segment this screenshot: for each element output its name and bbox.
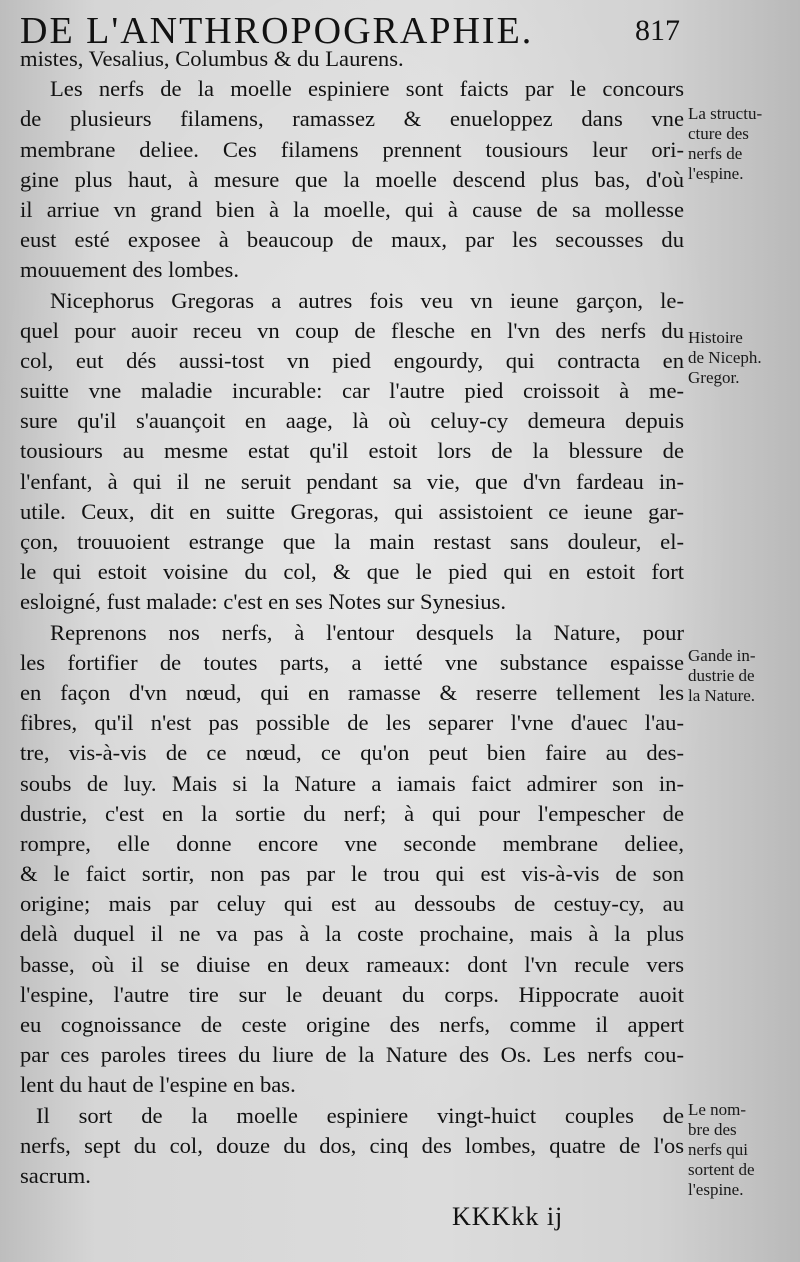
text-line: dustrie, c'est en la sortie du nerf; à qui pour l'empescher de xyxy=(20,800,684,826)
text-line: l'enfant, à qui il ne seruit pendant sa vie, que d'vn fardeau in- xyxy=(20,468,684,494)
text-line: mouuement des lombes. xyxy=(20,257,239,283)
text-line: il arriue vn grand bien à la moelle, qui à cause de sa mollesse xyxy=(20,196,684,222)
text-line: de plusieurs filamens, ramassez & enueloppez dans vne xyxy=(20,106,684,132)
text-line: en façon d'vn nœud, qui en ramasse & reserre tellement les xyxy=(20,679,684,705)
margin-note-line: sortent de xyxy=(688,1160,755,1179)
margin-note-line: Gande in- xyxy=(688,646,756,665)
text-line: origine; mais par celuy qui est au dessoubs de cestuy-cy, au xyxy=(20,891,684,917)
page-number: 817 xyxy=(635,14,680,47)
margin-note-line: dustrie de xyxy=(688,666,755,685)
text-line: & le faict sortir, non pas par le trou qui est vis-à-vis de son xyxy=(20,861,684,887)
margin-note-line: nerfs de xyxy=(688,144,743,163)
margin-note-line: Gregor. xyxy=(688,368,740,387)
margin-note-line: La structu- xyxy=(688,104,763,123)
text-line: tousiours au mesme estat qu'il estoit lors de la blessure de xyxy=(20,438,684,464)
margin-note-histoire xyxy=(688,328,794,388)
text-line: nerfs, sept du col, douze du dos, cinq des lombes, quatre de l'os xyxy=(20,1132,684,1158)
text-line: les fortifier de toutes parts, a ietté vne substance espaisse xyxy=(20,649,684,675)
text-line: gine plus haut, à mesure que la moelle descend plus bas, d'où xyxy=(20,166,684,192)
text-line: Il sort de la moelle espiniere vingt-huict couples de xyxy=(36,1102,684,1128)
text-line: Reprenons nos nerfs, à l'entour desquels la Nature, pour xyxy=(50,619,684,645)
margin-note-line: la Nature. xyxy=(688,686,756,705)
text-line: suitte vne maladie incurable: car l'autre pied croissoit à me- xyxy=(20,378,684,404)
margin-note-line: Le nom- xyxy=(688,1100,747,1119)
text-line: tre, vis-à-vis de ce nœud, ce qu'on peut bien faire au des- xyxy=(20,740,684,766)
margin-note-nombre xyxy=(688,1100,794,1200)
margin-note-structure xyxy=(688,104,794,184)
text-line: membrane deliee. Ces filamens prennent tousiours leur ori- xyxy=(20,136,684,162)
text-line: eu cognoissance de ceste origine des nerfs, comme il appert xyxy=(20,1012,684,1037)
main-text-column xyxy=(20,44,684,1191)
running-title: DE L'ANTHROPOGRAPHIE. xyxy=(20,10,534,52)
margin-note-line: bre des xyxy=(688,1120,737,1139)
margin-note-line: l'espine. xyxy=(688,1180,744,1199)
text-line: fibres, qu'il n'est pas possible de les separer l'vne d'auec l'au- xyxy=(20,710,684,736)
text-line: sure qu'il s'auançoit en aage, là où celuy-cy demeura depuis xyxy=(20,408,684,434)
text-line: rompre, elle donne encore vne seconde membrane deliee, xyxy=(20,830,684,856)
margin-note-line: de Niceph. xyxy=(688,348,762,367)
text-line: sacrum. xyxy=(20,1162,91,1188)
margin-note-line: cture des xyxy=(688,124,749,143)
text-line: esloigné, fust malade: c'est en ses Notes sur Synesius. xyxy=(20,589,506,615)
text-line: le qui estoit voisine du col, & que le pied qui en estoit fort xyxy=(20,559,684,585)
text-line: lent du haut de l'espine en bas. xyxy=(20,1072,296,1098)
text-line: basse, où il se diuise en deux rameaux: dont l'vn recule vers xyxy=(20,951,684,977)
text-line: l'espine, l'autre tire sur le deuant du corps. Hippocrate auoit xyxy=(20,981,684,1007)
text-line: çon, trouuoient estrange que la main restast sans douleur, el- xyxy=(20,529,684,554)
text-line: delà duquel il ne va pas à la coste prochaine, mais à la plus xyxy=(20,921,684,947)
text-line: soubs de luy. Mais si la Nature a iamais faict admirer son in- xyxy=(20,770,684,796)
gathering-signature: KKKkk ij xyxy=(452,1202,564,1231)
margin-note-industrie xyxy=(688,646,794,706)
margin-note-line: nerfs qui xyxy=(688,1140,748,1159)
text-line: Nicephorus Gregoras a autres fois veu vn ieune garçon, le- xyxy=(50,287,684,313)
margin-note-line: Histoire xyxy=(688,328,743,347)
text-line: col, eut dés aussi-tost vn pied engourdy, qui contracta en xyxy=(20,347,684,373)
text-line: par ces paroles tirees du liure de la Nature des Os. Les nerfs cou- xyxy=(20,1042,684,1068)
text-line: quel pour auoir receu vn coup de flesche en l'vn des nerfs du xyxy=(20,317,684,343)
text-line: mistes, Vesalius, Columbus & du Laurens. xyxy=(20,46,404,71)
margin-note-line: l'espine. xyxy=(688,164,744,183)
text-line: eust esté exposee à beaucoup de maux, par les secousses du xyxy=(20,227,684,253)
text-line: Les nerfs de la moelle espiniere sont faicts par le concours xyxy=(50,76,684,102)
text-line: utile. Ceux, dit en suitte Gregoras, qui assistoient ce ieune gar- xyxy=(20,498,684,524)
